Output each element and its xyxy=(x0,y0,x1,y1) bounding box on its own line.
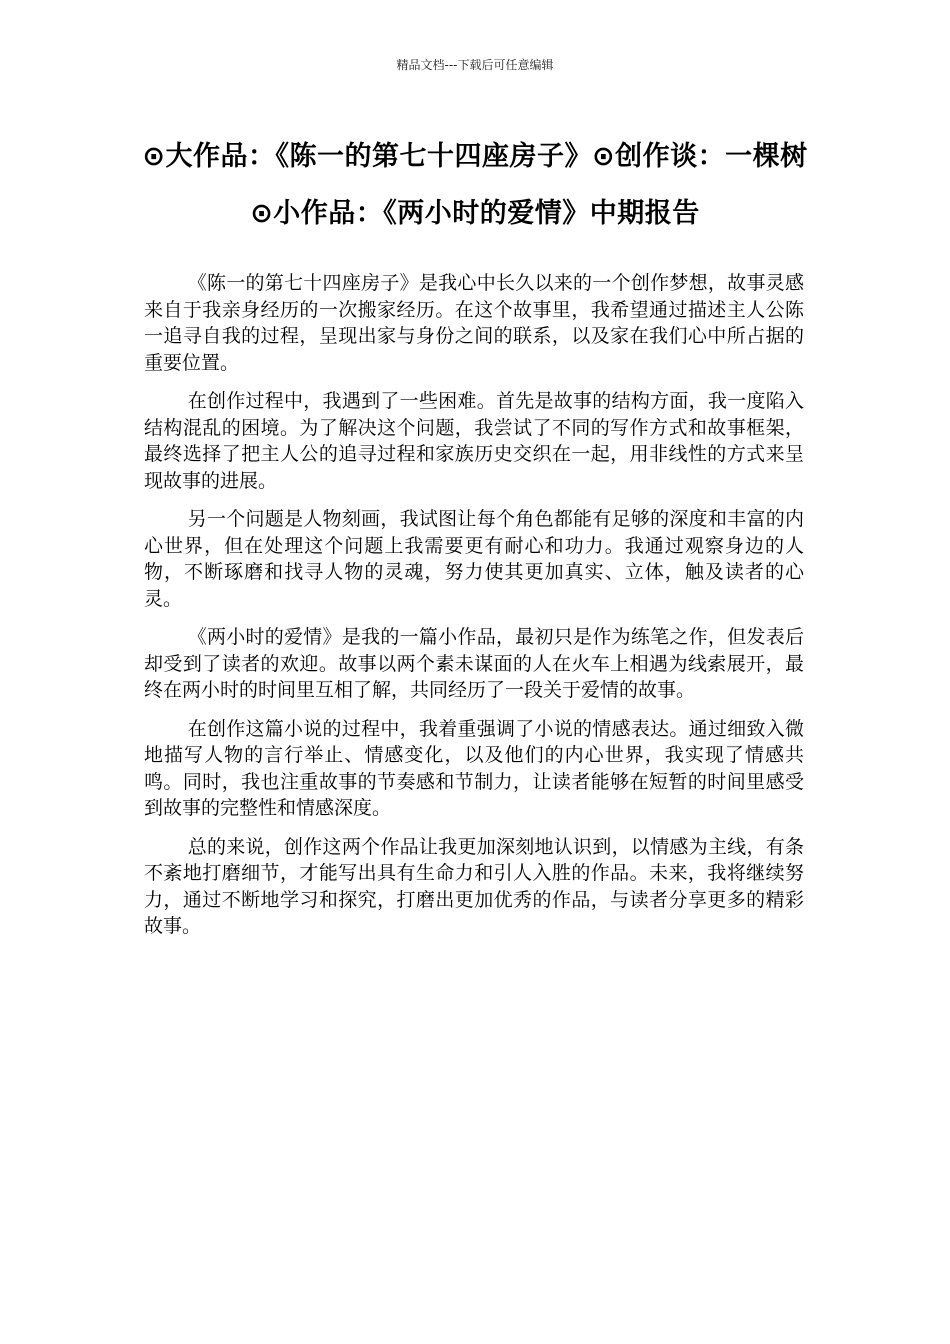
paragraph-4: 《两小时的爱情》是我的一篇小作品，最初只是作为练笔之作，但发表后却受到了读者的欢迎。故事以两个素未谋面的人在火车上相遇为线索展开，最终在两小时的时间里互相了解，共同经历了一段关于爱情的故事。 xyxy=(144,626,804,701)
header-note: 精品文档---下载后可任意编辑 xyxy=(396,58,554,72)
document-body xyxy=(144,270,804,952)
paragraph-6: 总的来说，创作这两个作品让我更加深刻地认识到，以情感为主线，有条不紊地打磨细节，才能写出具有生命力和引人入胜的作品。未来，我将继续努力，通过不断地学习和探究，打磨出更加优秀的作品，与读者分享更多的精彩故事。 xyxy=(144,835,804,937)
document-title: ⊙大作品：《陈一的第七十四座房子》⊙创作谈：一棵树⊙小作品：《两小时的爱情》中期报告 xyxy=(142,141,808,229)
paragraph-2: 在创作过程中，我遇到了一些困难。首先是故事的结构方面，我一度陷入结构混乱的困境。为了解决这个问题，我尝试了不同的写作方式和故事框架，最终选择了把主人公的追寻过程和家族历史交织在一起，用非线性的方式来呈现故事的进展。 xyxy=(144,390,804,492)
paragraph-3: 另一个问题是人物刻画，我试图让每个角色都能有足够的深度和丰富的内心世界，但在处理这个问题上我需要更有耐心和功力。我通过观察身边的人物，不断琢磨和找寻人物的灵魂，努力使其更加真实、立体，触及读者的心灵。 xyxy=(144,508,804,610)
paragraph-1: 《陈一的第七十四座房子》是我心中长久以来的一个创作梦想，故事灵感来自于我亲身经历的一次搬家经历。在这个故事里，我希望通过描述主人公陈一追寻自我的过程，呈现出家与身份之间的联系，以及家在我们心中所占据的重要位置。 xyxy=(144,272,804,374)
paragraph-5: 在创作这篇小说的过程中，我着重强调了小说的情感表达。通过细致入微地描写人物的言行举止、情感变化，以及他们的内心世界，我实现了情感共鸣。同时，我也注重故事的节奏感和节制力，让读者能够在短暂的时间里感受到故事的完整性和情感深度。 xyxy=(144,717,804,819)
